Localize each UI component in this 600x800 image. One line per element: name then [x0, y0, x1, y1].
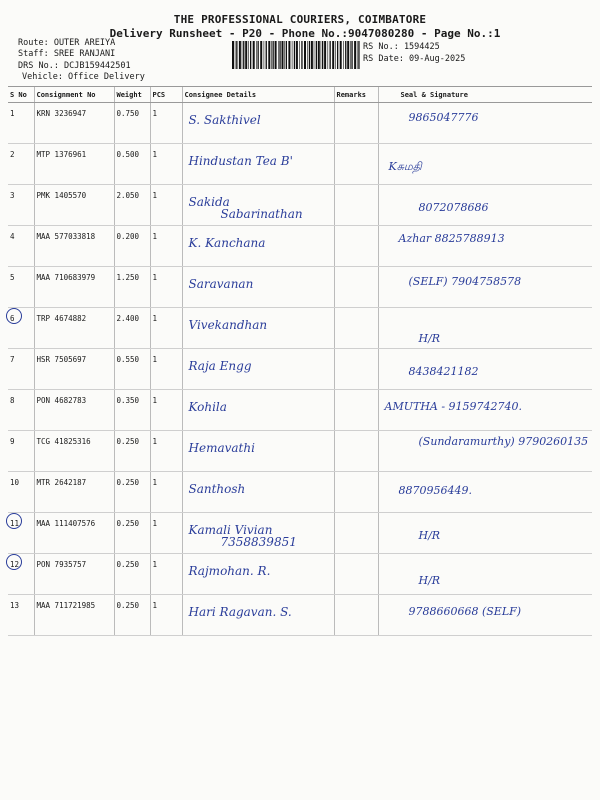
row-weight: 2.050 [114, 185, 150, 226]
table-row [8, 349, 592, 390]
row-remarks [334, 595, 378, 636]
row-pcs: 1 [150, 513, 182, 554]
row-remarks [334, 103, 378, 144]
row-remarks [334, 144, 378, 185]
consignee-name: K. Kanchana [188, 236, 266, 250]
row-sno: 2 [8, 144, 34, 185]
consignee-details [182, 103, 334, 144]
row-weight: 0.200 [114, 226, 150, 267]
row-sno: 10 [8, 472, 34, 513]
consignee-details [182, 226, 334, 267]
row-sno: 6 [8, 308, 34, 349]
circle-mark-icon [6, 554, 22, 570]
row-remarks [334, 431, 378, 472]
seal-signature [378, 554, 592, 595]
seal-signature [378, 390, 592, 431]
consignee-details [182, 144, 334, 185]
route-info: Route: OUTER AREIYA [18, 38, 116, 48]
row-weight: 0.500 [114, 144, 150, 185]
consignee-name: Hemavathi [188, 441, 255, 455]
row-pcs: 1 [150, 472, 182, 513]
barcode [232, 41, 360, 69]
handwritten-signature: (Sundaramurthy) 9790260135 [418, 435, 589, 448]
consignment-no: KRN 3236947 [34, 103, 114, 144]
sheet-subtitle: Delivery Runsheet - P20 - Phone No.:9047080280 - Page No.:1 [109, 27, 501, 40]
consignment-no: HSR 7505697 [34, 349, 114, 390]
col-seal: Seal & Signature [378, 87, 592, 103]
consignee-details [182, 595, 334, 636]
row-weight: 0.250 [114, 472, 150, 513]
rs-number: RS No.: 1594425 [363, 42, 440, 52]
runsheet-table [8, 86, 592, 636]
seal-signature [378, 226, 592, 267]
handwritten-signature: 8870956449. [398, 484, 472, 497]
row-remarks [334, 349, 378, 390]
consignment-no: PON 4682783 [34, 390, 114, 431]
seal-signature [378, 144, 592, 185]
consignee-details [182, 185, 334, 226]
table-row [8, 185, 592, 226]
handwritten-signature: AMUTHA - 9159742740. [384, 400, 523, 413]
row-remarks [334, 554, 378, 595]
table-row [8, 103, 592, 144]
row-weight: 0.250 [114, 554, 150, 595]
row-weight: 0.350 [114, 390, 150, 431]
consignee-details [182, 308, 334, 349]
handwritten-signature: H/R [418, 574, 441, 587]
consignee-name: Kamali Vivian [188, 523, 273, 537]
handwritten-signature: H/R [418, 529, 441, 542]
consignment-no: TRP 4674882 [34, 308, 114, 349]
row-pcs: 1 [150, 226, 182, 267]
row-sno: 8 [8, 390, 34, 431]
row-weight: 2.400 [114, 308, 150, 349]
seal-signature [378, 595, 592, 636]
seal-signature [378, 103, 592, 144]
drs-number: DRS No.: DCJB159442501 [18, 61, 131, 71]
consignee-name: S. Sakthivel [188, 113, 261, 127]
seal-signature [378, 431, 592, 472]
row-remarks [334, 390, 378, 431]
row-weight: 0.550 [114, 349, 150, 390]
handwritten-signature: 8072078686 [418, 201, 489, 214]
handwritten-signature: 9788660668 (SELF) [408, 605, 522, 618]
col-consignee: Consignee Details [182, 87, 334, 103]
row-sno: 11 [8, 513, 34, 554]
row-sno: 13 [8, 595, 34, 636]
sheet-title: THE PROFESSIONAL COURIERS, COIMBATORE [173, 13, 427, 26]
consignee-name: Sakida [188, 195, 230, 209]
consignee-details [182, 267, 334, 308]
table-header-row [8, 87, 592, 103]
handwritten-signature: H/R [418, 332, 441, 345]
table-row [8, 595, 592, 636]
consignee-details [182, 472, 334, 513]
table-row [8, 431, 592, 472]
consignment-no: MAA 710683979 [34, 267, 114, 308]
row-sno: 12 [8, 554, 34, 595]
row-sno: 1 [8, 103, 34, 144]
row-remarks [334, 185, 378, 226]
consignee-name: Rajmohan. R. [188, 564, 271, 578]
seal-signature [378, 349, 592, 390]
consignment-no: TCG 41825316 [34, 431, 114, 472]
row-remarks [334, 267, 378, 308]
consignee-extra: 7358839851 [220, 535, 297, 549]
row-pcs: 1 [150, 390, 182, 431]
row-weight: 0.250 [114, 595, 150, 636]
seal-signature [378, 472, 592, 513]
consignee-name: Raja Engg [188, 359, 252, 373]
consignee-name: Hari Ragavan. S. [188, 605, 292, 619]
handwritten-signature: 9865047776 [408, 111, 479, 124]
consignment-no: MTP 1376961 [34, 144, 114, 185]
consignment-no: MAA 711721985 [34, 595, 114, 636]
row-pcs: 1 [150, 431, 182, 472]
consignee-details [182, 390, 334, 431]
seal-signature [378, 513, 592, 554]
staff-info: Staff: SREE RANJANI [18, 49, 116, 59]
row-pcs: 1 [150, 349, 182, 390]
col-pcs: PCS [150, 87, 182, 103]
row-weight: 1.250 [114, 267, 150, 308]
row-remarks [334, 226, 378, 267]
consignee-details [182, 554, 334, 595]
row-pcs: 1 [150, 308, 182, 349]
table-row [8, 472, 592, 513]
consignment-no: MAA 111407576 [34, 513, 114, 554]
table-row [8, 308, 592, 349]
row-weight: 0.250 [114, 431, 150, 472]
consignee-name: Santhosh [188, 482, 246, 496]
consignment-no: PMK 1405570 [34, 185, 114, 226]
row-remarks [334, 308, 378, 349]
consignee-details [182, 349, 334, 390]
table-row [8, 390, 592, 431]
seal-signature [378, 267, 592, 308]
col-remarks: Remarks [334, 87, 378, 103]
table-row [8, 226, 592, 267]
consignee-details [182, 513, 334, 554]
row-remarks [334, 472, 378, 513]
row-pcs: 1 [150, 554, 182, 595]
consignment-no: MAA 577033818 [34, 226, 114, 267]
col-weight: Weight [114, 87, 150, 103]
row-pcs: 1 [150, 595, 182, 636]
consignee-name: Kohila [188, 400, 227, 414]
row-weight: 0.750 [114, 103, 150, 144]
row-weight: 0.250 [114, 513, 150, 554]
consignee-name: Vivekandhan [188, 318, 268, 332]
table-row [8, 267, 592, 308]
consignee-name: Hindustan Tea B' [188, 154, 293, 168]
handwritten-signature: Azhar 8825788913 [398, 232, 505, 245]
consignment-no: PON 7935757 [34, 554, 114, 595]
row-pcs: 1 [150, 267, 182, 308]
row-remarks [334, 513, 378, 554]
row-sno: 4 [8, 226, 34, 267]
table-row [8, 513, 592, 554]
vehicle-info: Vehicle: Office Delivery [22, 72, 145, 82]
row-pcs: 1 [150, 103, 182, 144]
consignment-no: MTR 2642187 [34, 472, 114, 513]
handwritten-signature: (SELF) 7904758578 [408, 275, 522, 288]
circle-mark-icon [6, 513, 22, 529]
consignee-extra: Sabarinathan [220, 207, 303, 221]
circle-mark-icon [6, 308, 22, 324]
col-consignment: Consignment No [34, 87, 114, 103]
consignee-name: Saravanan [188, 277, 254, 291]
col-sno: S No [8, 87, 34, 103]
consignee-details [182, 431, 334, 472]
handwritten-signature: 8438421182 [408, 365, 479, 378]
table-row [8, 144, 592, 185]
seal-signature [378, 185, 592, 226]
table-row [8, 554, 592, 595]
row-sno: 5 [8, 267, 34, 308]
row-sno: 3 [8, 185, 34, 226]
row-pcs: 1 [150, 185, 182, 226]
row-pcs: 1 [150, 144, 182, 185]
handwritten-signature: Kசுமதி [388, 160, 422, 173]
rs-date: RS Date: 09-Aug-2025 [363, 54, 466, 64]
row-sno: 7 [8, 349, 34, 390]
seal-signature [378, 308, 592, 349]
row-sno: 9 [8, 431, 34, 472]
